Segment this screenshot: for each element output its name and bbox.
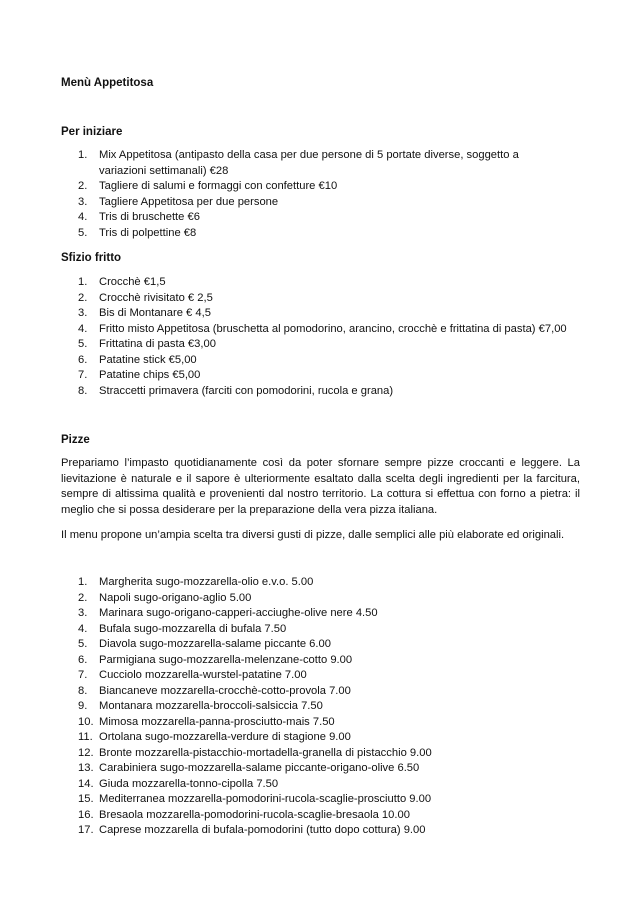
list-item: 4. Tris di bruschette €6 bbox=[78, 211, 200, 223]
list-item: 2. Napoli sugo-origano-aglio 5.00 bbox=[78, 591, 252, 604]
list-item: 6. Patatine stick €5,00 bbox=[78, 353, 197, 366]
list-sfizio-fritto bbox=[78, 275, 588, 399]
section-heading-per-iniziare: Per iniziare bbox=[61, 126, 123, 138]
section-heading-pizze: Pizze bbox=[61, 434, 90, 446]
list-item: 5. Diavola sugo-mozzarella-salame piccante 6.00 bbox=[78, 638, 331, 650]
list-per-iniziare bbox=[78, 148, 558, 241]
list-item: 16. Bresaola mozzarella-pomodorini-rucola-scaglie-bresaola 10.00 bbox=[78, 808, 410, 821]
list-item: 2. Crocchè rivisitato € 2,5 bbox=[78, 291, 213, 304]
list-item: 17. Caprese mozzarella di bufala-pomodorini (tutto dopo cottura) 9.00 bbox=[78, 824, 426, 836]
list-item: 8. Biancaneve mozzarella-crocchè-cotto-provola 7.00 bbox=[78, 684, 351, 697]
list-item: 13. Carabiniera sugo-mozzarella-salame piccante-origano-olive 6.50 bbox=[78, 762, 420, 774]
list-item: 14. Giuda mozzarella-tonno-cipolla 7.50 bbox=[78, 777, 279, 790]
list-item: 15. Mediterranea mozzarella-pomodorini-rucola-scaglie-prosciutto 9.00 bbox=[78, 793, 432, 805]
list-item: 7. Patatine chips €5,00 bbox=[78, 369, 201, 381]
document-title: Menù Appetitosa bbox=[61, 77, 154, 89]
list-item: 1. Margherita sugo-mozzarella-olio e.v.o. 5.00 bbox=[78, 576, 314, 588]
list-item: 3. Tagliere Appetitosa per due persone bbox=[78, 195, 279, 208]
list-item: 4. Bufala sugo-mozzarella di bufala 7.50 bbox=[78, 622, 287, 635]
list-item: 11. Ortolana sugo-mozzarella-verdure di stagione 9.00 bbox=[78, 731, 351, 743]
list-item: 10. Mimosa mozzarella-panna-prosciutto-mais 7.50 bbox=[78, 715, 335, 728]
section-heading-sfizio-fritto: Sfizio fritto bbox=[61, 252, 122, 264]
list-pizze bbox=[78, 575, 578, 839]
list-item: 6. Parmigiana sugo-mozzarella-melenzane-cotto 9.00 bbox=[78, 653, 353, 666]
list-item: 2. Tagliere di salumi e formaggi con confetture €10 bbox=[78, 180, 338, 192]
list-item: 8. Straccetti primavera (farciti con pomodorini, rucola e grana) bbox=[78, 384, 394, 397]
pizze-intro-paragraph: Prepariamo l’impasto quotidianamente così da poter sfornare sempre pizze croccanti e leggere. La lievitazione è naturale e il sapore è ulteriormente esaltato dalla scelta degli ingredienti per la farcitura, sempre di altissima qualità e provenienti dal nostro territorio. La cottura si effettua con forno a pietra: il meglio che si possa desiderare per la preparazione della vera pizza italiana. bbox=[61, 457, 580, 516]
list-item: 5. Frittatina di pasta €3,00 bbox=[78, 338, 216, 350]
list-item: 12. Bronte mozzarella-pistacchio-mortadella-granella di pistacchio 9.00 bbox=[78, 746, 432, 759]
list-item: 1. Crocchè €1,5 bbox=[78, 276, 166, 288]
list-item: 1. Mix Appetitosa (antipasto della casa per due persone di 5 portate diverse, soggetto a variazioni settimanali) €28 bbox=[78, 149, 519, 177]
list-item: 4. Fritto misto Appetitosa (bruschetta al pomodorino, arancino, crocchè e frittatina di pasta) €7,00 bbox=[78, 322, 567, 335]
pizze-menu-paragraph: Il menu propone un’ampia scelta tra diversi gusti di pizze, dalle semplici alle più elaborate ed originali. bbox=[61, 529, 565, 541]
list-item: 9. Montanara mozzarella-broccoli-salsiccia 7.50 bbox=[78, 700, 323, 712]
list-item: 5. Tris di polpettine €8 bbox=[78, 226, 197, 239]
list-item: 3. Marinara sugo-origano-capperi-acciughe-olive nere 4.50 bbox=[78, 607, 378, 619]
list-item: 7. Cucciolo mozzarella-wurstel-patatine 7.00 bbox=[78, 669, 307, 681]
list-item: 3. Bis di Montanare € 4,5 bbox=[78, 307, 211, 319]
